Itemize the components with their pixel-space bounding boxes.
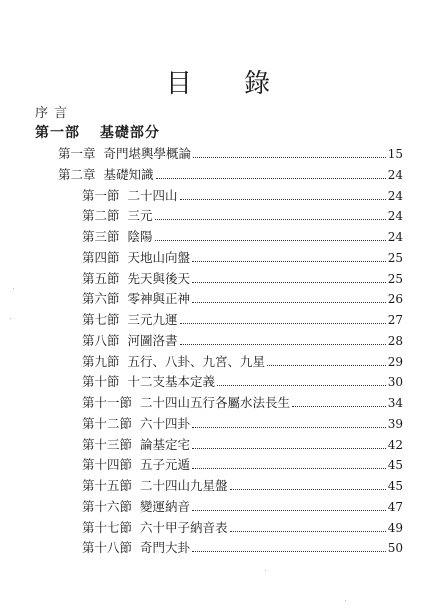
toc-entry-page: 50 (387, 541, 403, 556)
dot-leader (180, 199, 386, 200)
toc-entry (82, 354, 403, 370)
toc-entry (82, 312, 403, 328)
toc-entry-title: 二十四山五行各屬水法長生 (140, 395, 291, 410)
toc-entry-page: 27 (387, 313, 403, 327)
toc-entry (82, 520, 403, 536)
preface-heading: 序言 (35, 106, 74, 121)
toc-entry (82, 374, 403, 390)
toc-entry-page: 42 (387, 437, 403, 452)
toc-entry-number: 第七節 (82, 312, 120, 327)
toc-entry (82, 291, 403, 307)
toc-entry-page: 24 (387, 188, 403, 203)
toc-entry-page: 34 (387, 396, 403, 410)
part-title: 基礎部分 (99, 125, 160, 141)
dot-leader (193, 157, 386, 158)
toc-entry (82, 437, 403, 453)
toc-entry-page: 25 (387, 250, 403, 265)
toc-entry-number: 第二章 (58, 166, 96, 182)
toc-entry-number: 第十五節 (82, 478, 133, 493)
dot-leader (192, 302, 386, 303)
dot-leader (192, 468, 386, 469)
toc-entry-page: 45 (387, 479, 403, 493)
toc-entry-page: 28 (387, 333, 403, 348)
toc-entry-number: 第九節 (82, 353, 120, 369)
toc-entry (82, 188, 403, 204)
toc-entry (82, 457, 403, 473)
toc-entry-number: 第十一節 (82, 395, 133, 410)
dot-leader (155, 240, 386, 241)
toc-entry-number: 第十三節 (82, 436, 133, 452)
toc-entry (82, 540, 403, 556)
dot-leader (192, 551, 386, 552)
dot-leader (230, 489, 386, 490)
toc-entry-number: 第一節 (82, 187, 120, 203)
toc-entry-title: 先天與後天 (127, 270, 191, 286)
toc-entry-number: 第五節 (82, 270, 120, 286)
toc-entry-number: 第二節 (82, 208, 120, 224)
toc-entry (82, 395, 403, 411)
toc-entry-page: 25 (387, 271, 403, 286)
toc-entry-title: 五行、八卦、九宮、九星 (127, 353, 266, 369)
dot-leader (192, 448, 386, 449)
toc-entry-title: 十二支基本定義 (127, 374, 216, 390)
toc-entry-page: 30 (387, 375, 403, 390)
dot-leader (192, 261, 386, 262)
toc-entry-title: 三元 (127, 208, 153, 224)
dot-leader (217, 385, 386, 386)
toc-entry-title: 論基定宅 (140, 436, 191, 452)
toc-entry-title: 六十四卦 (140, 415, 191, 431)
toc-entry-title: 基礎知識 (103, 166, 154, 182)
toc-entry-number: 第十節 (82, 374, 120, 390)
dot-leader (192, 510, 386, 511)
toc-entry-page: 24 (387, 167, 403, 182)
toc-entry-number: 第十六節 (82, 498, 133, 514)
toc-entry-page: 24 (387, 209, 403, 224)
toc-entry-title: 變運納音 (140, 498, 191, 514)
toc-entry-number: 第十四節 (82, 457, 133, 473)
toc-entry-number: 第六節 (82, 291, 120, 307)
toc-entry-page: 39 (387, 416, 403, 431)
toc-entry-title: 二十四山九星盤 (140, 478, 228, 493)
toc-entry (82, 229, 403, 245)
dot-leader (192, 282, 386, 283)
toc-entry-title: 二十四山 (127, 187, 178, 203)
dot-leader (180, 323, 386, 324)
toc-entry-title: 六十甲子納音表 (140, 519, 228, 535)
toc-entry-title: 奇門堪輿學概論 (103, 146, 192, 161)
toc-entry-page: 24 (387, 230, 403, 244)
toc-entry-page: 15 (387, 147, 403, 161)
toc-entry-number: 第十八節 (82, 540, 133, 556)
toc-entry-page: 26 (387, 292, 403, 307)
toc-entry-number: 第四節 (82, 249, 120, 265)
dot-leader (192, 427, 386, 428)
toc-entry-title: 零神與正神 (127, 291, 191, 307)
part-number: 第一部 (35, 125, 80, 141)
toc-entry (82, 271, 403, 287)
toc-entry (58, 167, 403, 183)
toc-entry-page: 47 (387, 499, 403, 514)
dot-leader (180, 344, 386, 345)
toc-entry-title: 陰陽 (127, 229, 153, 244)
toc-entry (82, 499, 403, 515)
toc-entry-page: 29 (387, 354, 403, 369)
toc-entry-title: 奇門大卦 (140, 540, 191, 556)
toc-entry (82, 333, 403, 349)
toc-entry-title: 五子元遁 (140, 457, 191, 473)
toc-entry-title: 河圖洛書 (127, 332, 178, 348)
toc-entry (82, 250, 403, 266)
toc-entry (82, 478, 403, 494)
toc-entry-title: 天地山向盤 (127, 249, 191, 265)
page-title: 目 錄 (165, 69, 293, 99)
dot-leader (292, 406, 386, 407)
toc-entry-number: 第十二節 (82, 415, 133, 431)
dot-leader (155, 219, 386, 220)
toc-entry (58, 146, 403, 162)
toc-entry-number: 第十七節 (82, 519, 133, 535)
toc-entry-title: 三元九運 (127, 312, 178, 327)
dot-leader (156, 178, 386, 179)
toc-entry-page: 49 (387, 520, 403, 535)
toc-entry-page: 45 (387, 458, 403, 473)
dot-leader (267, 365, 386, 366)
toc-entry-number: 第三節 (82, 229, 120, 244)
toc-entry-number: 第一章 (58, 146, 96, 161)
toc-entry (82, 416, 403, 432)
toc-entry (82, 208, 403, 224)
dot-leader (230, 531, 386, 532)
toc-entry-number: 第八節 (82, 332, 120, 348)
